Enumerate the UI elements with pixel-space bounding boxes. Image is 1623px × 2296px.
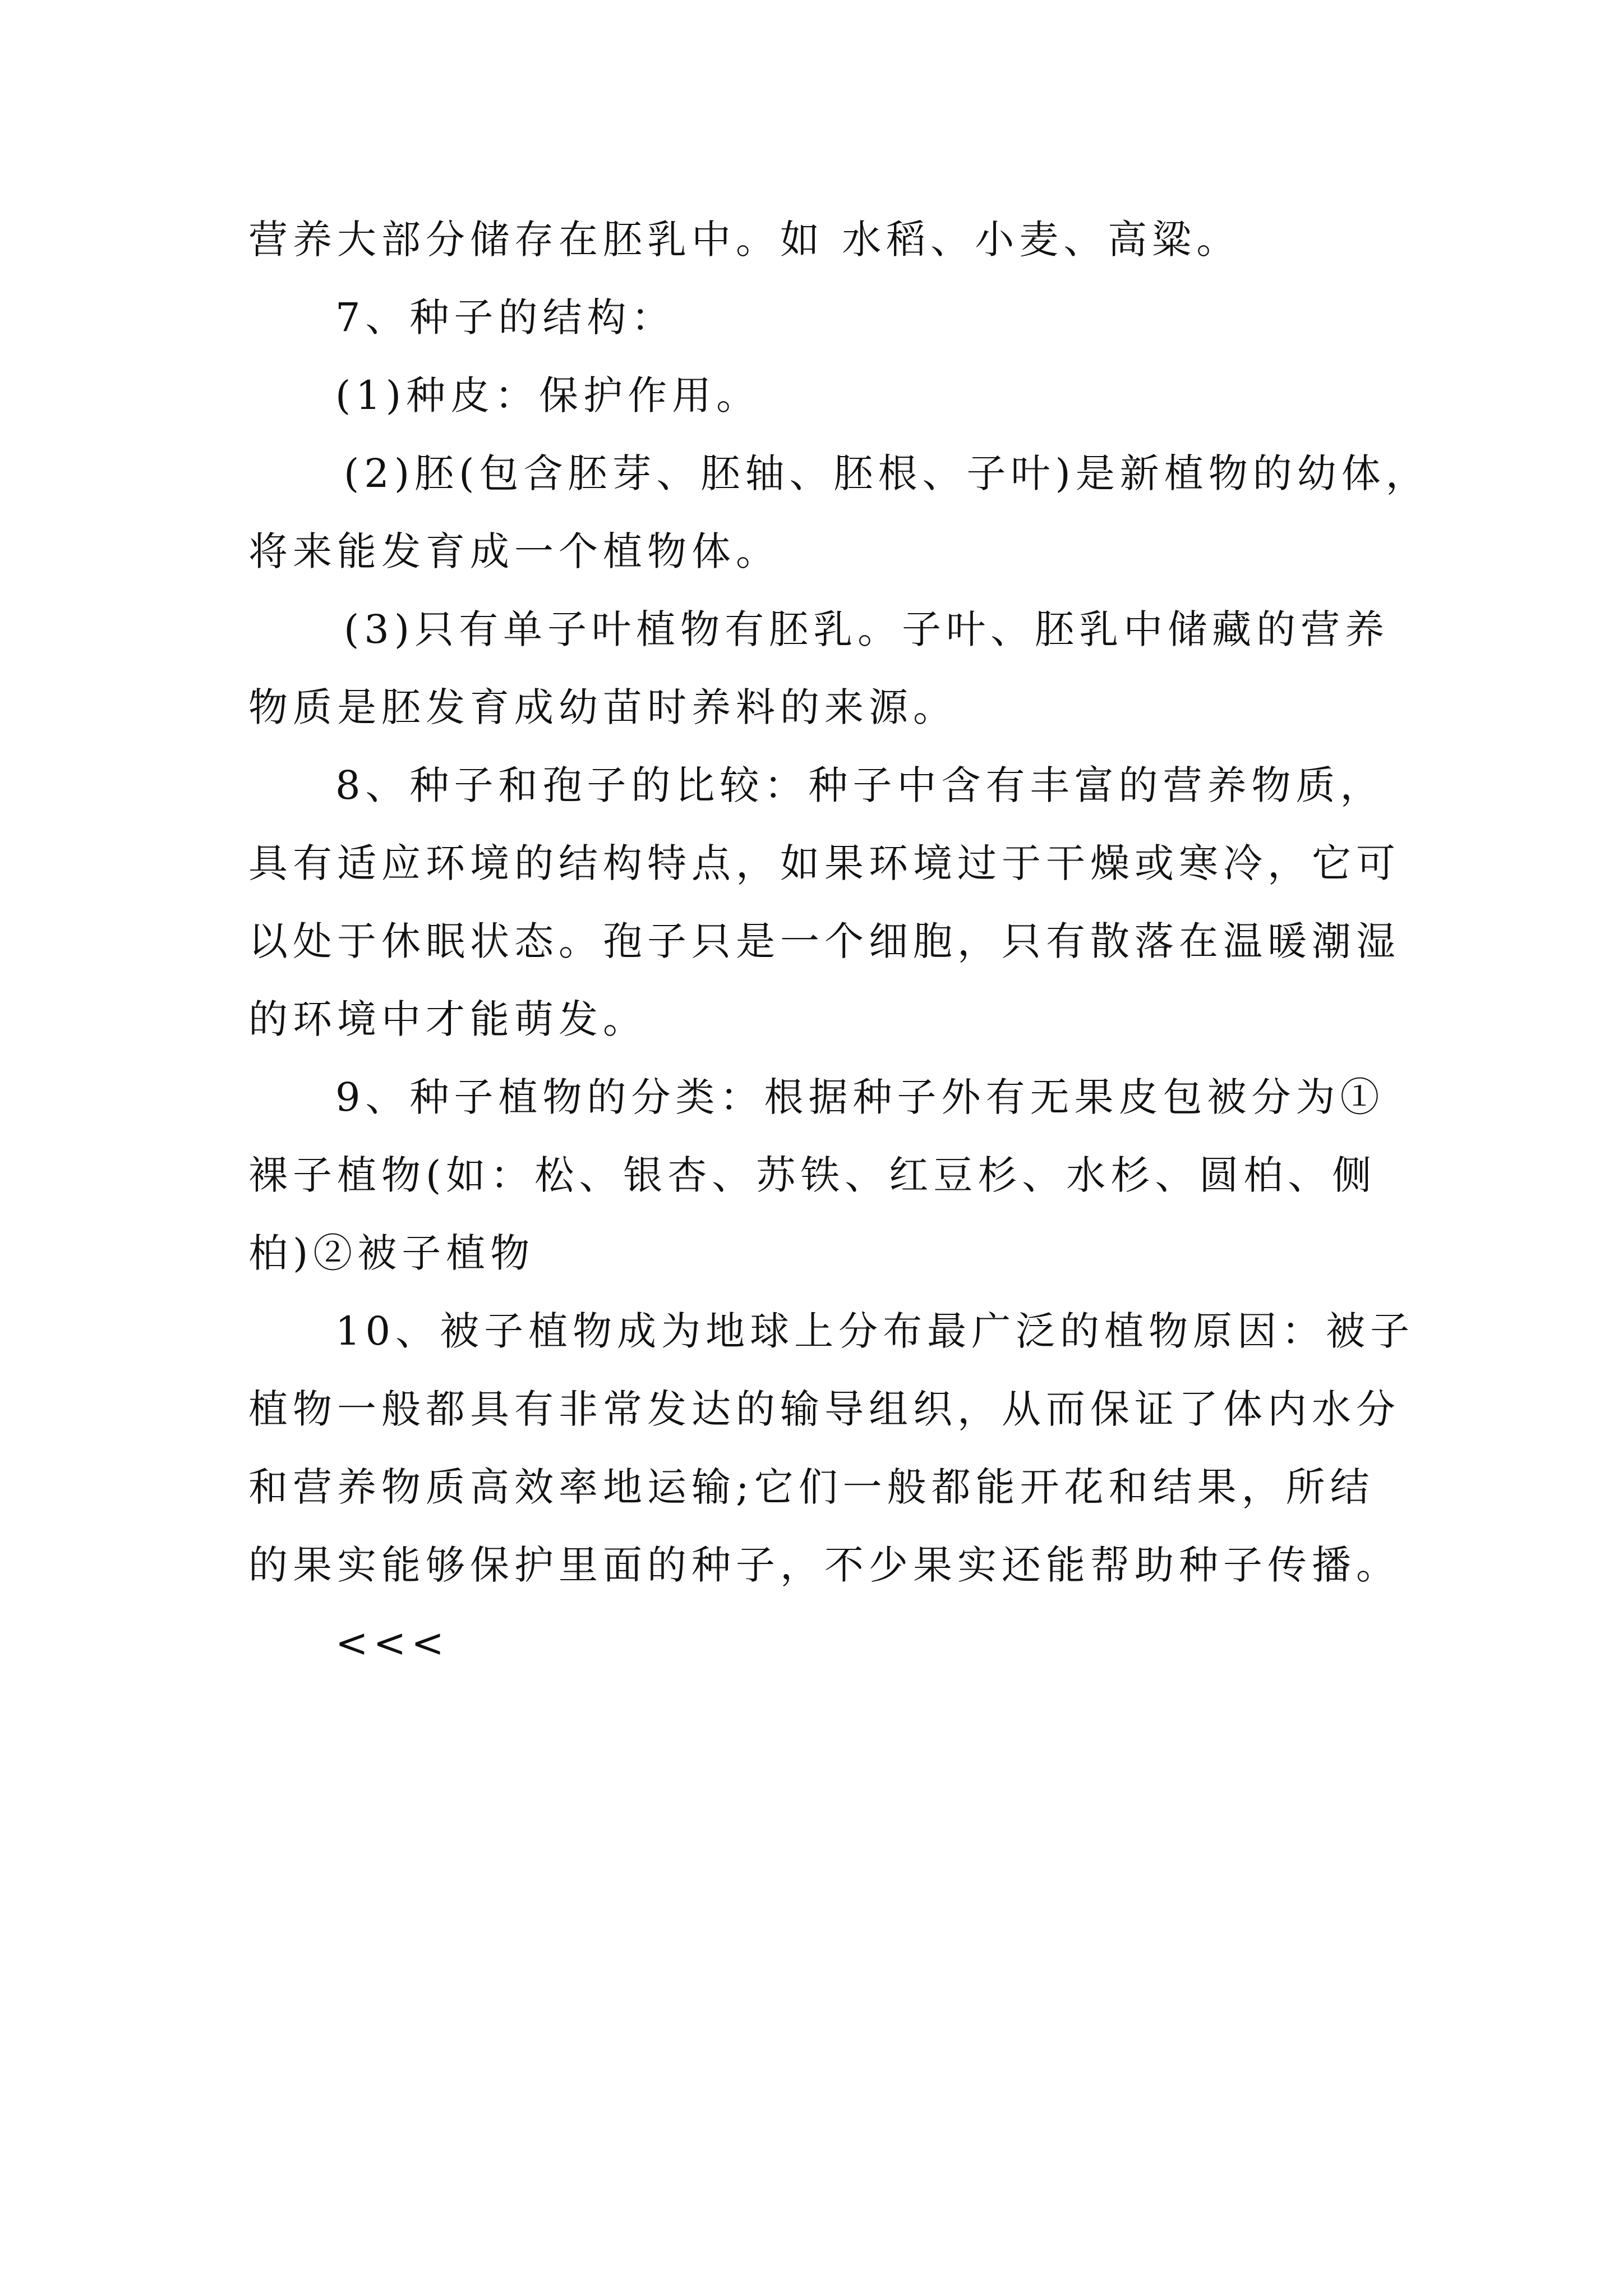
text-line: 将来能发育成一个植物体。 [248,528,780,574]
text-line: 具有适应环境的结构特点，如果环境过于干燥或寒冷，它可 [248,840,1400,886]
text-line: 以处于休眠状态。孢子只是一个细胞，只有散落在温暖潮湿 [248,918,1400,964]
text-line: 7、种子的结构： [335,295,676,341]
text-line: (2)胚(包含胚芽、胚轴、胚根、子叶)是新植物的幼体， [344,450,1430,496]
text-line: <<< [335,1620,449,1666]
text-line: 的果实能够保护里面的种子，不少果实还能帮助种子传播。 [248,1542,1400,1588]
text-line: 9、种子植物的分类：根据种子外有无果皮包被分为① [335,1074,1385,1120]
text-line: 裸子植物(如：松、银杏、苏铁、红豆杉、水杉、圆柏、侧 [248,1152,1377,1198]
text-line: 的环境中才能萌发。 [248,996,647,1042]
text-line: 和营养物质高效率地运输;它们一般都能开花和结果，所结 [248,1464,1375,1510]
body-text [248,201,1430,1682]
text-line: 10、被子植物成为地球上分布最广泛的植物原因：被子 [335,1308,1415,1354]
text-line: 8、种子和孢子的比较：种子中含有丰富的营养物质， [335,762,1385,808]
text-line: 柏)②被子植物 [248,1230,535,1276]
text-line: 物质是胚发育成幼苗时养料的来源。 [248,684,957,730]
text-line: (3)只有单子叶植物有胚乳。子叶、胚乳中储藏的营养 [344,606,1390,652]
text-line: 营养大部分储存在胚乳中。如 水稻、小麦、高粱。 [248,217,1241,263]
text-line: 植物一般都具有非常发达的输导组织，从而保证了体内水分 [248,1386,1400,1432]
text-line: (1)种皮：保护作用。 [335,372,761,418]
